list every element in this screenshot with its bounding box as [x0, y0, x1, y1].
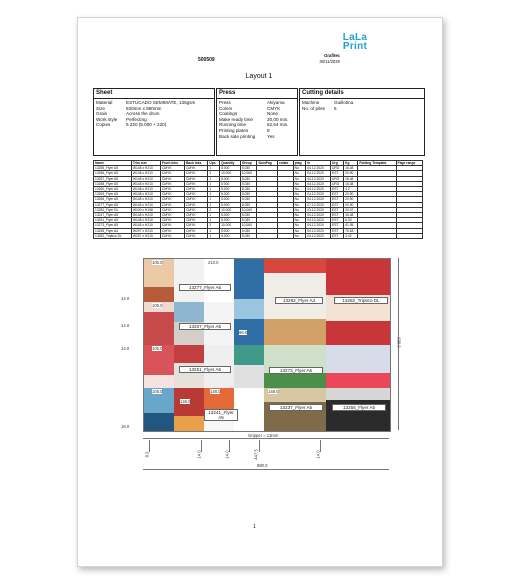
press-value: CMYK — [267, 105, 281, 111]
press-key: Make ready time — [219, 116, 253, 122]
table-cell: CMYK — [185, 171, 208, 176]
table-cell: No — [293, 171, 306, 176]
table-cell: CMYK — [161, 192, 185, 197]
dimension-label: 447.5 — [253, 449, 259, 460]
press-box — [216, 88, 298, 156]
table-cell: 10.060 — [240, 171, 257, 176]
report-date: 30/11/2020 — [319, 59, 340, 64]
table-cell: 1 — [208, 181, 220, 186]
dimension-label: 16.0 — [121, 424, 130, 429]
table-cell: CMYK — [185, 197, 208, 202]
job-number: 500509 — [198, 57, 215, 63]
logo-line-2: Print — [342, 41, 368, 52]
table-cell: W148 x H210 — [131, 187, 160, 192]
table-cell: 10.000 — [220, 171, 241, 176]
table-cell: EST — [331, 213, 344, 218]
dimension-label: 14.0 — [121, 323, 130, 328]
table-cell: CMYK — [161, 228, 185, 233]
table-cell: No — [293, 197, 306, 202]
table-cell: CMYK — [185, 218, 208, 223]
table-cell: No — [293, 213, 306, 218]
cutting-key: Machine — [302, 100, 320, 105]
divider — [94, 98, 214, 99]
table-cell: 04.12.2020 — [306, 166, 331, 171]
flyer-tile — [326, 345, 390, 388]
column-header: Kg — [344, 161, 358, 166]
table-row — [94, 233, 423, 238]
table-cell: 04.12.2020 — [306, 233, 331, 238]
press-key: Running time — [219, 122, 247, 128]
table-cell: 04.12.2020 — [306, 187, 331, 192]
gripper-line — [143, 438, 389, 439]
table-cell: URG — [331, 166, 344, 171]
table-cell: 10.060 — [240, 223, 257, 228]
table-cell: CMYK — [161, 202, 185, 207]
tile-label: 13277_Flyer A5 — [179, 284, 231, 291]
dimension-label: 96.0 — [239, 330, 248, 335]
sheet-key: Copies — [96, 122, 111, 128]
dimension-label: 105.0 — [152, 260, 163, 265]
table-cell: CMYK — [185, 181, 208, 186]
tile-label: 13237_Flyer A5 — [269, 404, 323, 411]
cutting-value: Guillotina — [334, 100, 354, 105]
column-header: rotate — [278, 161, 293, 166]
column-header: Ups — [208, 161, 220, 166]
table-cell: No — [293, 228, 306, 233]
tick-line — [259, 440, 260, 452]
table-cell: 04.12.2020 — [306, 223, 331, 228]
table-cell: 20.90 — [344, 202, 358, 207]
dimension-label: 14.0 — [196, 450, 202, 459]
table-cell: CMYK — [185, 192, 208, 197]
table-cell: 20.07 — [344, 207, 358, 212]
table-cell: 10.000 — [220, 223, 241, 228]
cutting-box — [299, 88, 425, 156]
lalaprint-logo — [337, 33, 373, 51]
table-cell: No — [293, 207, 306, 212]
table-cell: 04.12.2020 — [306, 181, 331, 186]
tile-label: 13256_Flyer A5 — [332, 404, 386, 411]
table-cell: 5.000 — [220, 202, 241, 207]
tile-label: 13282_Flyer A4 — [275, 297, 323, 304]
table-cell: CMYK — [161, 233, 185, 238]
table-cell: W148 x H210 — [131, 197, 160, 202]
table-cell — [278, 233, 293, 238]
flyer-tile — [144, 345, 174, 388]
dimension-label: 105.0 — [152, 389, 163, 394]
table-cell: CMYK — [161, 181, 185, 186]
dimension-label: 148.0 — [180, 399, 191, 404]
table-cell: CMYK — [185, 223, 208, 228]
table-cell: 04.12.2020 — [306, 228, 331, 233]
table-cell: 3.42 — [344, 233, 358, 238]
press-value: Akiyama — [267, 100, 285, 105]
table-cell: No — [293, 223, 306, 228]
table-cell: 5.000 — [220, 176, 241, 181]
table-cell: 04.12.2020 — [306, 218, 331, 223]
flyer-tile — [174, 388, 204, 431]
table-cell: 13257_Flyer A5 — [94, 176, 132, 181]
cutting-key: No. of piles — [302, 105, 325, 111]
table-cell: W148 x H210 — [131, 218, 160, 223]
sheet-value: 5.220 (5.000 + 220) — [126, 122, 167, 128]
dimension-label: 14.0 — [121, 346, 130, 351]
table-cell: CMYK — [161, 223, 185, 228]
dimension-label: 148.0 — [210, 389, 221, 394]
table-cell: 1 — [208, 192, 220, 197]
table-cell: 5.030 — [240, 202, 257, 207]
table-cell: 13251_Flyer A5 — [94, 218, 132, 223]
table-cell: W148 x H210 — [131, 202, 160, 207]
table-cell: 07.12.2020 — [306, 202, 331, 207]
table-cell: 2 — [208, 171, 220, 176]
table-cell: No — [293, 166, 306, 171]
table-cell: 4.2 — [344, 187, 358, 192]
table-cell: 1 — [208, 228, 220, 233]
column-header: Back Inks — [185, 161, 208, 166]
gripper-label: Gripper = 13mm — [248, 433, 279, 438]
press-key: Printing plates — [219, 127, 249, 133]
page-number: 1 — [253, 524, 256, 530]
table-cell: CMYK — [161, 197, 185, 202]
cutting-box-title: Cutting details — [302, 90, 344, 96]
table-cell: EST — [331, 171, 344, 176]
sheet-key: Material — [96, 100, 113, 105]
table-cell: 10.000 — [220, 207, 241, 212]
table-cell: EST — [331, 197, 344, 202]
table-cell: EST — [331, 228, 344, 233]
table-cell: 2 — [208, 207, 220, 212]
dimension-label: 148.0 — [268, 389, 279, 394]
dimension-label: 14.0 — [224, 450, 230, 459]
table-cell: 13282_Flyer DL — [94, 207, 132, 212]
width-dimension-line — [143, 469, 389, 470]
dimension-label: 14.0 — [121, 296, 130, 301]
press-key: Coatings — [219, 111, 238, 117]
table-cell: CMYK — [185, 176, 208, 181]
layout-title: Layout 1 — [245, 73, 273, 80]
table-cell: 16.48 — [344, 213, 358, 218]
table-cell: 04.12.2020 — [306, 192, 331, 197]
table-cell: 13266_Flyer A5 — [94, 197, 132, 202]
table-cell: 5.030 — [240, 166, 257, 171]
table-cell: CMYK — [185, 207, 208, 212]
tile-label: 13207_Flyer A5 — [179, 323, 231, 330]
table-cell: 04.12.2020 — [306, 176, 331, 181]
press-value: 20,00 min. — [267, 116, 289, 122]
press-value: 8 — [267, 127, 270, 133]
table-cell: 5.000 — [220, 228, 241, 233]
sheet-key: Work style — [96, 116, 118, 122]
press-key: Press — [219, 100, 231, 105]
column-header: Front Inks — [161, 161, 185, 166]
tile-label: 13251_Flyer A5 — [179, 366, 231, 373]
table-cell: CMYK — [161, 207, 185, 212]
column-header: Page range — [396, 161, 422, 166]
press-values — [267, 100, 288, 139]
table-cell: 1 — [208, 202, 220, 207]
table-cell: EST — [331, 218, 344, 223]
table-cell: 76.64 — [344, 228, 358, 233]
table-cell: W148 x H210 — [131, 181, 160, 186]
table-cell: 13247_Flyer A5 — [94, 213, 132, 218]
table-cell: 04.12.2020 — [306, 213, 331, 218]
table-cell: 1 — [208, 213, 220, 218]
table-cell: 5.000 — [220, 166, 241, 171]
table-cell: 5.000 — [220, 187, 241, 192]
column-header: Quantity — [220, 161, 241, 166]
dimension-label: 210.0 — [208, 260, 219, 265]
table-cell: 5.030 — [240, 228, 257, 233]
table-cell: CMYK — [185, 202, 208, 207]
table-cell: CMYK — [185, 233, 208, 238]
divider — [217, 98, 297, 99]
table-cell: 13255_Flyer A4 — [94, 228, 132, 233]
sheet-key: Size — [96, 105, 105, 111]
table-cell: 13260_Flyer A5 — [94, 187, 132, 192]
divider — [300, 98, 424, 99]
table-cell: CMYK — [161, 213, 185, 218]
table-cell — [257, 233, 278, 238]
table-cell: 16.48 — [344, 181, 358, 186]
flyer-tile — [234, 345, 264, 388]
sheet-value: Across the drum — [126, 111, 160, 117]
press-box-title: Press — [219, 90, 236, 96]
table-cell: CMYK — [161, 187, 185, 192]
press-value: None — [267, 111, 278, 117]
dimension-label: 105.0 — [152, 303, 163, 308]
sheet-value: Perfecting — [126, 116, 147, 122]
table-cell: 13256_Flyer A5 — [94, 171, 132, 176]
table-cell: 20.90 — [344, 171, 358, 176]
flyer-tile — [174, 259, 204, 302]
cutting-value: 6 — [334, 105, 337, 111]
table-cell: 5.000 — [220, 192, 241, 197]
tile-label: 13241_Flyer A5 — [204, 409, 238, 421]
table-cell: 04.12.2020 — [306, 171, 331, 176]
table-cell: CMYK — [185, 166, 208, 171]
tick-line — [149, 440, 150, 452]
column-header: fe — [306, 161, 331, 166]
company-name: Grafitec — [324, 53, 340, 58]
table-cell: W148 x H210 — [131, 166, 160, 171]
table-cell: 2 — [208, 223, 220, 228]
column-header: ptag — [293, 161, 306, 166]
table-cell: CMYK — [161, 218, 185, 223]
table-cell: 1 — [208, 166, 220, 171]
press-value: Yes — [267, 133, 275, 139]
table-cell: W148 x H210 — [131, 176, 160, 181]
table-cell: 5.000 — [220, 233, 241, 238]
table-cell: 03.12.2020 — [306, 207, 331, 212]
table-cell: 5.000 — [220, 181, 241, 186]
table-cell: EST — [331, 187, 344, 192]
table-cell: CMYK — [161, 176, 185, 181]
table-cell: 13282_Triptico DL — [94, 233, 132, 238]
dimension-label: 105.0 — [152, 346, 163, 351]
table-cell: 5.030 — [240, 218, 257, 223]
logo-line-1: LaLa — [342, 32, 368, 43]
table-cell: 20.90 — [344, 197, 358, 202]
table-cell: No — [293, 192, 306, 197]
sheet-keys — [96, 100, 117, 128]
table-cell: 1 — [208, 187, 220, 192]
table-cell: W297 x H210 — [131, 228, 160, 233]
table-cell: 13273_Flyer A5 — [94, 223, 132, 228]
column-header: NumPag — [257, 161, 278, 166]
sheet-key: Grain — [96, 111, 108, 117]
table-cell: No — [293, 187, 306, 192]
table-cell: 16.48 — [344, 166, 358, 171]
table-cell: 13258_Flyer A5 — [94, 181, 132, 186]
table-cell: W148 x H210 — [131, 213, 160, 218]
sheet-value: ESTUCADO SEMIMATE, 135gsm — [126, 100, 196, 105]
table-cell: 6.30 — [344, 218, 358, 223]
table-cell: CMYK — [185, 213, 208, 218]
table-cell: 13277_Flyer A5 — [94, 202, 132, 207]
table-cell: 1 — [208, 218, 220, 223]
imposition-sheet — [143, 258, 391, 432]
column-header: Folding Template — [358, 161, 396, 166]
tile-label: 13282_Triptico DL — [334, 297, 388, 304]
table-cell: 5.000 — [220, 218, 241, 223]
table-header-row — [94, 161, 423, 166]
table-cell: 5.030 — [240, 176, 257, 181]
table-cell: URG — [331, 176, 344, 181]
jobs-table-head — [94, 161, 423, 166]
flyer-tile — [144, 302, 174, 345]
table-cell: 10.060 — [240, 207, 257, 212]
table-cell: CMYK — [161, 166, 185, 171]
table-cell: 5.030 — [240, 197, 257, 202]
table-cell: CMYK — [185, 187, 208, 192]
table-cell — [396, 233, 422, 238]
table-cell: EST — [331, 233, 344, 238]
table-cell: W148 x H210 — [131, 171, 160, 176]
table-cell: 16.48 — [344, 176, 358, 181]
table-cell — [358, 233, 396, 238]
press-key: Colors — [219, 105, 233, 111]
column-header: Name — [94, 161, 132, 166]
table-cell: 41.95 — [344, 223, 358, 228]
table-cell: No — [293, 181, 306, 186]
table-cell: W148 x H210 — [131, 223, 160, 228]
table-cell: EST — [331, 202, 344, 207]
table-cell: 5.000 — [220, 213, 241, 218]
sheet-value: 630mm x 880mm — [126, 105, 162, 111]
flyer-tile — [204, 259, 234, 302]
sheet-values — [126, 100, 195, 128]
column-header: Trim size — [131, 161, 160, 166]
table-cell: EST — [331, 223, 344, 228]
press-key: Back side printing — [219, 133, 256, 139]
flyer-tile — [234, 388, 264, 431]
table-cell: CMYK — [185, 228, 208, 233]
jobs-table-body — [94, 166, 423, 239]
table-cell: 13263_Flyer A5 — [94, 192, 132, 197]
table-cell: 1 — [208, 233, 220, 238]
table-cell: 5.030 — [240, 192, 257, 197]
flyer-tile — [144, 388, 174, 431]
table-cell: URG — [331, 181, 344, 186]
table-cell: 04.12.2020 — [306, 197, 331, 202]
table-cell: CMYK — [161, 171, 185, 176]
table-cell: W148 x H210 — [131, 192, 160, 197]
press-value: 62,64 min. — [267, 122, 289, 128]
dimension-label: 630.0 — [396, 337, 402, 348]
table-cell: No — [293, 218, 306, 223]
sheet-box — [93, 88, 215, 156]
table-cell: No — [293, 202, 306, 207]
flyer-tile — [144, 259, 174, 302]
table-cell: 5.030 — [240, 187, 257, 192]
table-cell: 13255_Flyer A5 — [94, 166, 132, 171]
dimension-label: 14.0 — [315, 450, 321, 459]
table-cell: 5.030 — [240, 213, 257, 218]
column-header: Group — [240, 161, 257, 166]
dimension-label: 880.0 — [257, 463, 268, 468]
table-cell: 20.90 — [344, 192, 358, 197]
jobs-table — [93, 160, 423, 239]
cutting-keys — [302, 100, 325, 111]
table-cell: 1 — [208, 176, 220, 181]
dimension-label: 8.0 — [144, 451, 150, 458]
table-cell: 5.030 — [240, 181, 257, 186]
table-cell: W100 x H198 — [131, 207, 160, 212]
sheet-box-title: Sheet — [96, 90, 113, 96]
table-cell: W297 x H210 — [131, 233, 160, 238]
table-cell: 5.000 — [220, 197, 241, 202]
table-cell: 1 — [208, 197, 220, 202]
table-cell: 5.030 — [240, 233, 257, 238]
tile-label: 13273_Flyer A5 — [269, 367, 323, 374]
table-cell: EST — [331, 207, 344, 212]
table-cell: No — [293, 176, 306, 181]
column-header: Urg — [331, 161, 344, 166]
cutting-values — [334, 100, 353, 111]
table-cell: No — [293, 233, 306, 238]
table-cell: EST — [331, 192, 344, 197]
press-keys — [219, 100, 255, 139]
